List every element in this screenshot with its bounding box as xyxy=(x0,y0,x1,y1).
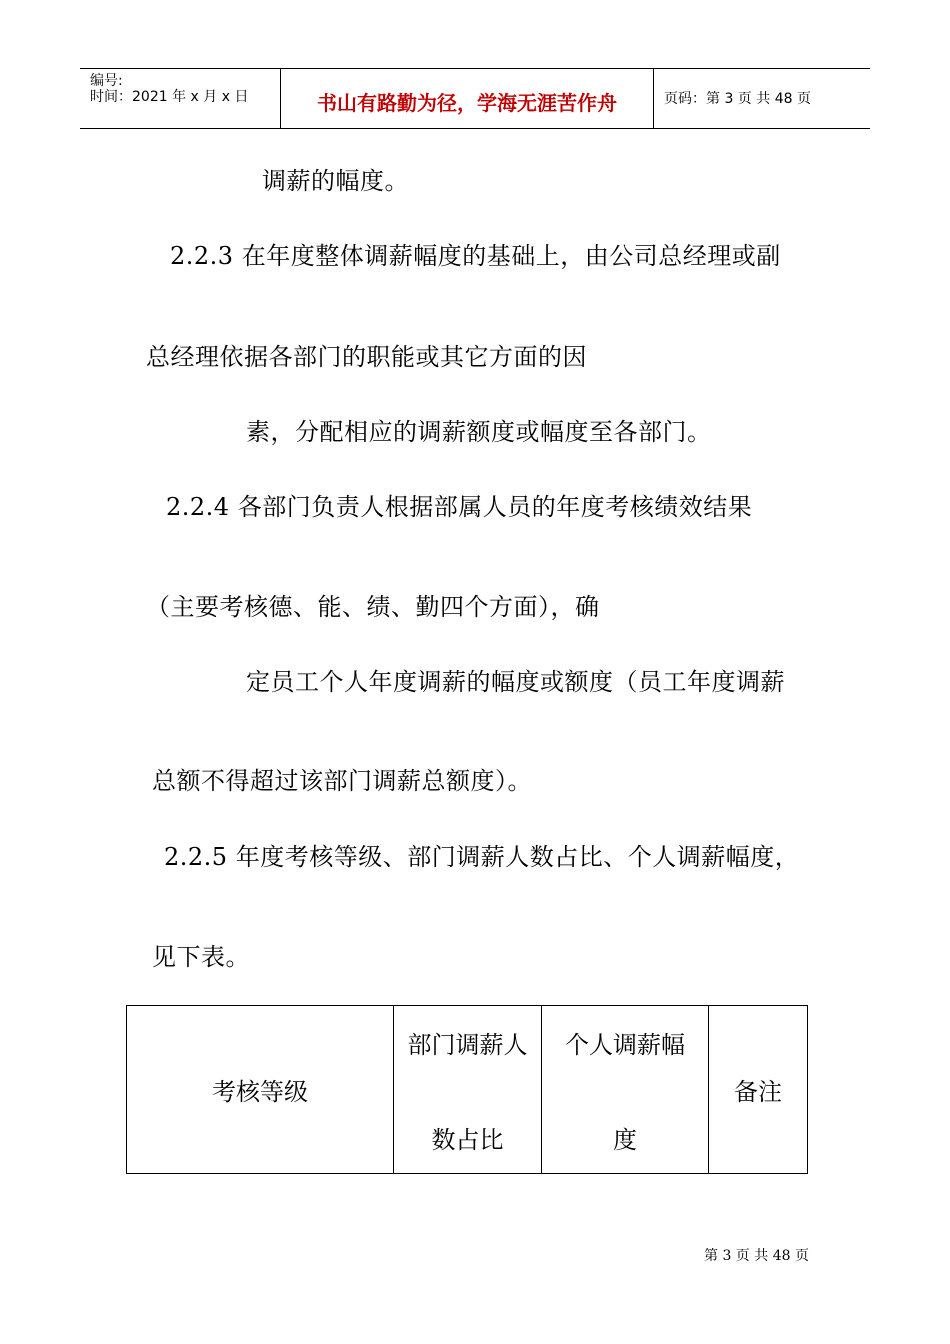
page-footer: 第 3 页 共 48 页 xyxy=(704,1248,809,1264)
header-meta-cell xyxy=(80,69,281,128)
body-line: 调薪的幅度。 xyxy=(262,167,409,195)
header-motto: 书山有路勤为径，学海无涯苦作舟 xyxy=(317,91,617,115)
body-line: （主要考核德、能、绩、勤四个方面），确 xyxy=(146,593,600,621)
body-line: 2.2.4 各部门负责人根据部属人员的年度考核绩效结果 xyxy=(166,493,753,521)
table-header-raise-range: 个人调薪幅 度 xyxy=(542,1006,709,1174)
salary-grade-table xyxy=(126,1005,808,1174)
table-header-row xyxy=(127,1006,808,1174)
header-motto-cell xyxy=(281,69,654,128)
header-page-cell xyxy=(654,69,870,128)
table-header-remarks: 备注 xyxy=(709,1006,808,1174)
page-header xyxy=(80,68,870,129)
body-line: 2.2.5 年度考核等级、部门调薪人数占比、个人调薪幅度， xyxy=(164,843,800,871)
body-line: 素，分配相应的调薪额度或幅度至各部门。 xyxy=(246,418,712,446)
body-line: 见下表。 xyxy=(152,943,250,971)
header-page-number: 页码：第 3 页 共 48 页 xyxy=(664,91,811,107)
body-line: 定员工个人年度调薪的幅度或额度（员工年度调薪 xyxy=(246,668,785,696)
body-line: 总经理依据各部门的职能或其它方面的因 xyxy=(146,343,587,371)
document-date-label: 时间：2021 年 x 月 x 日 xyxy=(90,89,249,105)
table-header-headcount-ratio: 部门调薪人 数占比 xyxy=(394,1006,542,1174)
table-header-grade: 考核等级 xyxy=(127,1006,394,1174)
body-line: 2.2.3 在年度整体调薪幅度的基础上，由公司总经理或副 xyxy=(170,242,781,270)
document-number-label: 编号: xyxy=(90,73,123,89)
body-line: 总额不得超过该部门调薪总额度）。 xyxy=(152,767,532,795)
